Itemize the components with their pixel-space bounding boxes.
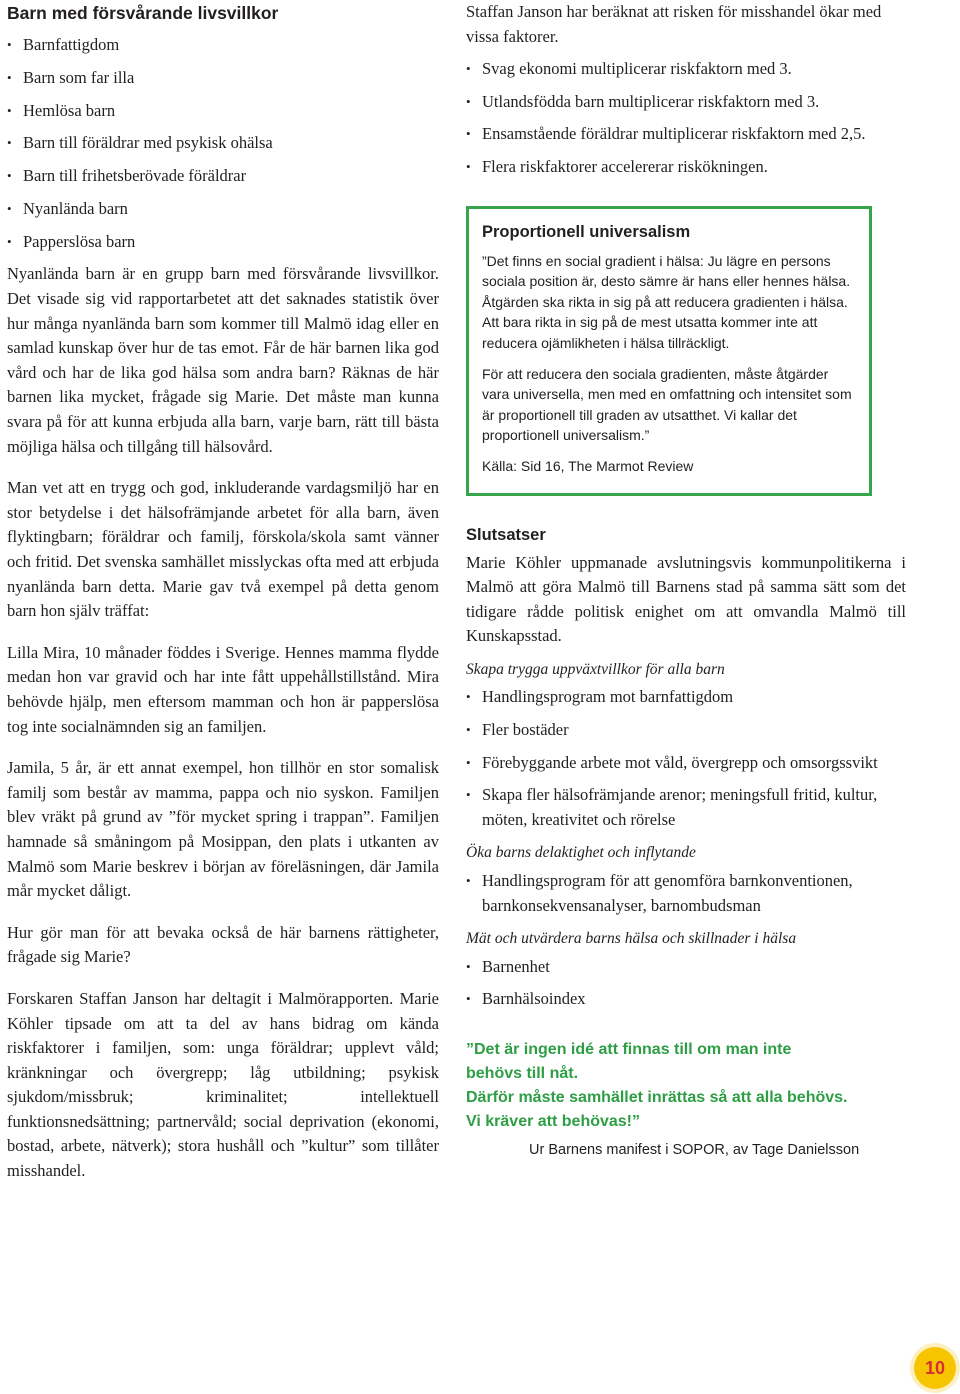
group-heading: Öka barns delaktighet och inflytande xyxy=(466,844,696,862)
quote-source: Ur Barnens manifest i SOPOR, av Tage Danielsson xyxy=(529,1142,860,1158)
list-item: • Handlingsprogram mot barnfattigdom xyxy=(466,685,906,710)
list-item: • Utlandsfödda barn multiplicerar riskfaktorn med 3. xyxy=(466,90,906,115)
list-item: • Barnfattigdom xyxy=(7,33,439,58)
list-item: • Svag ekonomi multiplicerar riskfaktorn med 3. xyxy=(466,57,906,82)
page-number: 10 xyxy=(914,1347,956,1389)
group-heading: Skapa trygga uppväxtvillkor för alla barn xyxy=(466,660,725,678)
paragraph-jamila: Jamila, 5 år, är ett annat exempel, hon tillhör en stor somalisk familj som består av mamma, pappa och nio syskon. Familjen blev vräkt på grund av ”för mycket spring i trappan”. Familjen hamnade så småningom på Mosippan, den plats i utkanten av Malmö som Marie beskrev i början av föreläsningen, där Jamila mår mycket dåligt. xyxy=(7,758,439,901)
left-column xyxy=(7,0,439,1201)
paragraph-risk-factors: Forskaren Staffan Janson har deltagit i Malmörapporten. Marie Köhler tipsade om att ta del av hans bidrag om kända riskfaktorer i familjen, som: unga föräldrar; upplevt våld; kränkningar och övergrepp; låg utbildning; psykisk sjukdom/missbruk; kriminalitet; intellektuell funktionsnedsättning; partnervåld; social deprivation (ekonomi, bostad, arbete, nätverk); stora hushåll och ”kultur” som tillåter misshandel. xyxy=(7,988,439,1181)
risk-multiplier-list xyxy=(466,57,906,179)
quote-line: Därför måste samhället inrättas så att alla behövs. xyxy=(466,1089,848,1106)
group-list xyxy=(466,685,906,832)
paragraph-newcomers: Nyanlända barn är en grupp barn med försvårande livsvillkor. Det visade sig vid rapportarbetet att det saknades statistik över hur många nyanlända barn som kommer till Malmö idag eller en samlad kunskap över hur de tas emot. Får de här barnen lika god vård och har de lika god hälsa som andra barn? Räknas de här barnen lika mycket, frågade sig Marie. Det måste man kunna svara på för att kunna erbjuda alla barn, varje barn, rätt till bästa möjliga hälsa och tillgång till hälsovård. xyxy=(7,264,439,456)
proportional-universalism-box xyxy=(466,206,872,496)
intro-paragraph: Staffan Janson har beräknat att risken för misshandel ökar med vissa faktorer. xyxy=(466,2,882,46)
conclusions-paragraph: Marie Köhler uppmanade avslutningsvis kommunpolitikerna i Malmö att göra Malmö till Barnens stad på samma sätt som det tidigare rådde politisk enighet om att omvandla Malmö till Kunskapsstad. xyxy=(466,552,906,646)
list-item: • Nyanlända barn xyxy=(7,197,439,222)
list-item: • Skapa fler hälsofrämjande arenor; meningsfull fritid, kultur, möten, kreativitet och rörelse xyxy=(466,783,906,832)
quote-line: ”Det är ingen idé att finnas till om man inte xyxy=(466,1041,792,1058)
paragraph-question: Hur gör man för att bevaka också de här barnens rättigheter, frågade sig Marie? xyxy=(7,922,439,967)
section-title: Barn med försvårande livsvillkor xyxy=(7,3,279,23)
quote-line: behövs till nåt. xyxy=(466,1065,579,1082)
group-list xyxy=(466,955,906,1012)
quote-line: Vi kräver att behövas!” xyxy=(466,1113,641,1130)
right-column xyxy=(466,0,906,1158)
list-item: • Barnhälsoindex xyxy=(466,987,906,1012)
list-item: • Papperslösa barn xyxy=(7,230,439,255)
list-item: • Barn till frihetsberövade föräldrar xyxy=(7,164,439,189)
list-item: • Barn till föräldrar med psykisk ohälsa xyxy=(7,131,439,156)
list-item: • Ensamstående föräldrar multiplicerar riskfaktorn med 2,5. xyxy=(466,122,906,147)
list-item: • Hemlösa barn xyxy=(7,99,439,124)
paragraph-mira: Lilla Mira, 10 månader föddes i Sverige. Hennes mamma flydde medan hon var gravid och har inte fått uppehållstillstånd. Mira behövde hjälp, men eftersom mamman och hon är papperslösa tog inte socialnämnden sig an familjen. xyxy=(7,642,439,736)
list-item: • Flera riskfaktorer accelererar riskökningen. xyxy=(466,155,906,180)
manifesto-quote xyxy=(466,1038,906,1134)
risk-groups-list xyxy=(7,33,439,254)
conclusions-title: Slutsatser xyxy=(466,525,546,544)
list-item: • Barn som far illa xyxy=(7,66,439,91)
box-title: Proportionell universalism xyxy=(482,222,691,241)
box-source: Källa: Sid 16, The Marmot Review xyxy=(482,457,694,474)
group-heading: Mät och utvärdera barns hälsa och skillnader i hälsa xyxy=(466,930,797,948)
paragraph-environment: Man vet att en trygg och god, inkluderande vardagsmiljö har en stor betydelse i det hälsofrämjande arbetet för alla barn, även flyktingbarn; föräldrar och familj, förskola/skola samt vänner och fritid. Det svenska samhället misslyckas ofta med att erbjuda nyanlända barn detta. Marie gav två exempel på detta genom barn hon själv träffat: xyxy=(7,478,439,621)
box-paragraph: ”Det finns en social gradient i hälsa: Ju lägre en persons sociala position är, desto sämre är hans eller hennes hälsa. Åtgärden ska rikta in sig på att reducera gradienten i hälsa. Att bara rikta in sig på de mest utsatta kommer inte att reducera ojämlikheten i hälsa tillräckligt. xyxy=(482,252,851,351)
box-paragraph: För att reducera den sociala gradienten, måste åtgärder vara universella, men med en omfattning och intensitet som är proportionell till graden av utsatthet. Vi kallar det proportionell universalism.” xyxy=(482,365,852,444)
list-item: • Handlingsprogram för att genomföra barnkonventionen, barnkonsekvensanalyser, barnombudsman xyxy=(466,869,906,918)
list-item: • Fler bostäder xyxy=(466,718,906,743)
list-item: • Förebyggande arbete mot våld, övergrepp och omsorgssvikt xyxy=(466,751,906,776)
list-item: • Barnenhet xyxy=(466,955,906,980)
group-list xyxy=(466,869,906,918)
